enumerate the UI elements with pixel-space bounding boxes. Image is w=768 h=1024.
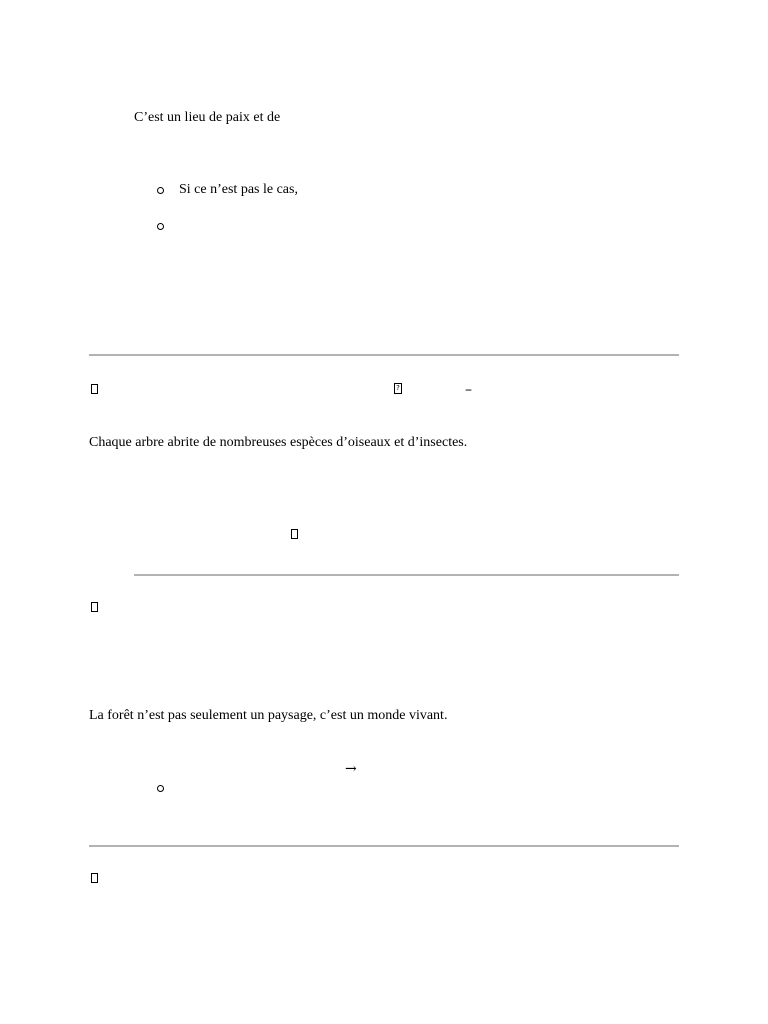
paragraph: La forêt n’est pas seulement un paysage, c’est un monde vivant. <box>89 708 448 723</box>
horizontal-divider <box>134 574 679 576</box>
list-bullet-icon <box>157 187 164 194</box>
question-box-icon: ? <box>394 383 402 394</box>
missing-glyph-icon <box>291 529 298 539</box>
missing-glyph-icon <box>91 602 98 612</box>
missing-glyph-icon <box>91 873 98 883</box>
paragraph: Chaque arbre abrite de nombreuses espèces d’oiseaux et d’insectes. <box>89 435 468 450</box>
missing-glyph-icon <box>91 384 98 394</box>
list-bullet-icon <box>157 785 164 792</box>
horizontal-divider <box>89 354 679 356</box>
intro-fragment: C’est un lieu de paix et de <box>134 110 281 125</box>
horizontal-divider <box>89 845 679 847</box>
list-item: Si ce n’est pas le cas, <box>179 182 298 197</box>
dash-symbol: – <box>465 382 472 398</box>
arrow-right-icon: → <box>345 761 357 777</box>
list-bullet-icon <box>157 223 164 230</box>
